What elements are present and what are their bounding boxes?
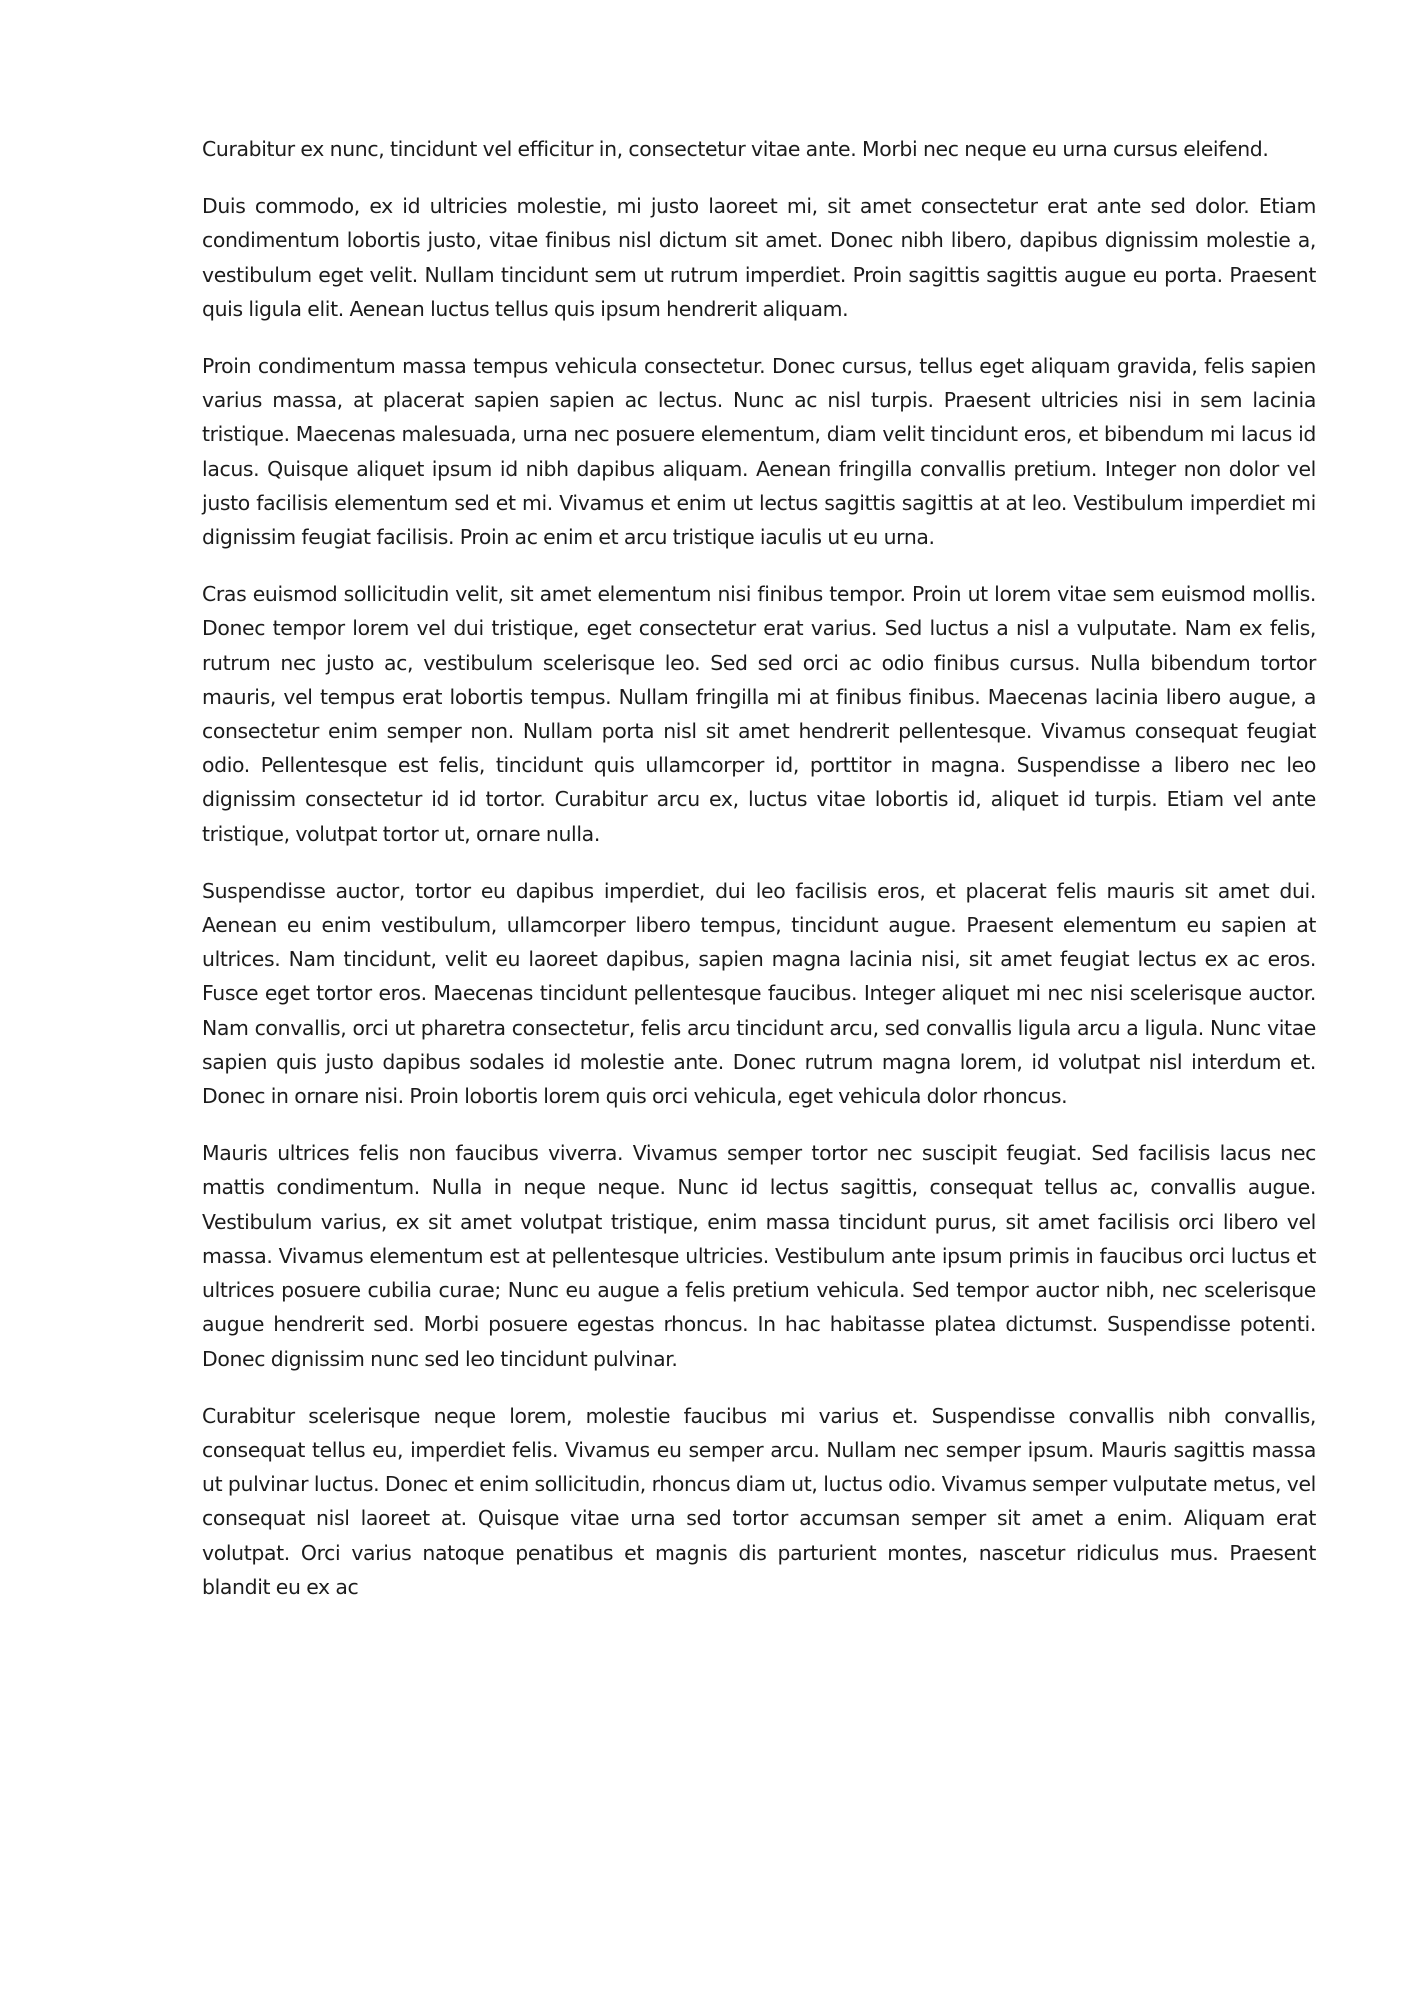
paragraph-4: Cras euismod sollicitudin velit, sit amet elementum nisi finibus tempor. Proin ut lorem vitae sem euismod mollis. Donec tempor lorem vel dui tristique, eget consectetur erat varius. Sed luctus a nisl a vulputate. Nam ex felis, rutrum nec justo ac, vestibulum scelerisque leo. Sed sed orci ac odio finibus cursus. Nulla bibendum tortor mauris, vel tempus erat lobortis tempus. Nullam fringilla mi at finibus finibus. Maecenas lacinia libero augue, a consectetur enim semper non. Nullam porta nisl sit amet hendrerit pellentesque. Vivamus consequat feugiat odio. Pellentesque est felis, tincidunt quis ullamcorper id, porttitor in magna. Suspendisse a libero nec leo dignissim consectetur id id tortor. Curabitur arcu ex, luctus vitae lobortis id, aliquet id turpis. Etiam vel ante tristique, volutpat tortor ut, ornare nulla. [202,582,1316,846]
document-body [202,132,1316,1627]
paragraph-5: Suspendisse auctor, tortor eu dapibus imperdiet, dui leo facilisis eros, et placerat felis mauris sit amet dui. Aenean eu enim vestibulum, ullamcorper libero tempus, tincidunt augue. Praesent elementum eu sapien at ultrices. Nam tincidunt, velit eu laoreet dapibus, sapien magna lacinia nisi, sit amet feugiat lectus ex ac eros. Fusce eget tortor eros. Maecenas tincidunt pellentesque faucibus. Integer aliquet mi nec nisi scelerisque auctor. Nam convallis, orci ut pharetra consectetur, felis arcu tincidunt arcu, sed convallis ligula arcu a ligula. Nunc vitae sapien quis justo dapibus sodales id molestie ante. Donec rutrum magna lorem, id volutpat nisl interdum et. Donec in ornare nisi. Proin lobortis lorem quis orci vehicula, eget vehicula dolor rhoncus. [202,878,1316,1109]
paragraph-6: Mauris ultrices felis non faucibus viverra. Vivamus semper tortor nec suscipit feugiat. Sed facilisis lacus nec mattis condimentum. Nulla in neque neque. Nunc id lectus sagittis, consequat tellus ac, convallis augue. Vestibulum varius, ex sit amet volutpat tristique, enim massa tincidunt purus, sit amet facilisis orci libero vel massa. Vivamus elementum est at pellentesque ultricies. Vestibulum ante ipsum primis in faucibus orci luctus et ultrices posuere cubilia curae; Nunc eu augue a felis pretium vehicula. Sed tempor auctor nibh, nec scelerisque augue hendrerit sed. Morbi posuere egestas rhoncus. In hac habitasse platea dictumst. Suspendisse potenti. Donec dignissim nunc sed leo tincidunt pulvinar. [202,1141,1316,1371]
paragraph-2: Duis commodo, ex id ultricies molestie, mi justo laoreet mi, sit amet consectetur erat ante sed dolor. Etiam condimentum lobortis justo, vitae finibus nisl dictum sit amet. Donec nibh libero, dapibus dignissim molestie a, vestibulum eget velit. Nullam tincidunt sem ut rutrum imperdiet. Proin sagittis sagittis augue eu porta. Praesent quis ligula elit. Aenean luctus tellus quis ipsum hendrerit aliquam. [202,194,1316,321]
paragraph-7: Curabitur scelerisque neque lorem, molestie faucibus mi varius et. Suspendisse convallis nibh convallis, consequat tellus eu, imperdiet felis. Vivamus eu semper arcu. Nullam nec semper ipsum. Mauris sagittis massa ut pulvinar luctus. Donec et enim sollicitudin, rhoncus diam ut, luctus odio. Vivamus semper vulputate metus, vel consequat nisl laoreet at. Quisque vitae urna sed tortor accumsan semper sit amet a enim. Aliquam erat volutpat. Orci varius natoque penatibus et magnis dis parturient montes, nascetur ridiculus mus. Praesent blandit eu ex ac [202,1403,1316,1599]
paragraph-1: Curabitur ex nunc, tincidunt vel efficitur in, consectetur vitae ante. Morbi nec neque eu urna cursus eleifend. [202,137,1269,161]
paragraph-3: Proin condimentum massa tempus vehicula consectetur. Donec cursus, tellus eget aliquam gravida, felis sapien varius massa, at placerat sapien sapien ac lectus. Nunc ac nisl turpis. Praesent ultricies nisi in sem lacinia tristique. Maecenas malesuada, urna nec posuere elementum, diam velit tincidunt eros, et bibendum mi lacus id lacus. Quisque aliquet ipsum id nibh dapibus aliquam. Aenean fringilla convallis pretium. Integer non dolor vel justo facilisis elementum sed et mi. Vivamus et enim ut lectus sagittis sagittis at at leo. Vestibulum imperdiet mi dignissim feugiat facilisis. Proin ac enim et arcu tristique iaculis ut eu urna. [202,354,1316,550]
